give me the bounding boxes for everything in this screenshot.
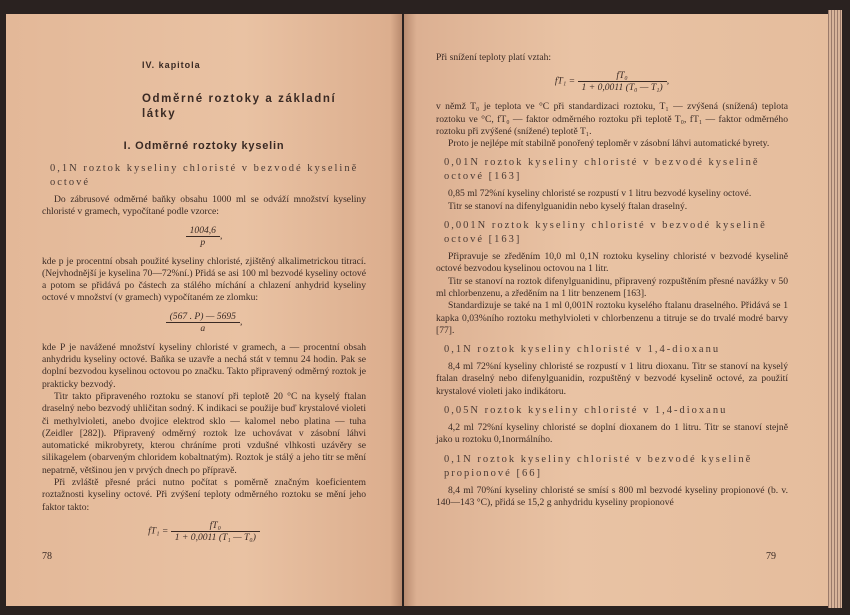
formula-denominator: p — [200, 236, 206, 248]
section-heading: I. Odměrné roztoky kyselin — [123, 140, 285, 152]
formula-numerator: (567 . P) — 5695 — [166, 311, 240, 323]
subheading: 0,1N roztok kyseliny chloristé v bezvodé kyselině octové — [50, 163, 359, 188]
paragraph: Při zvláště přesné práci nutno počítat s poměrně značným koeficientem roztažnosti kyseliny octové. Při zvýšení teploty odměrného roztoku se mění jeho faktor takto: — [42, 477, 366, 513]
formula — [42, 520, 366, 543]
paragraph: v němž T₀ je teplota ve °C při standardizaci roztoku, T₁ — zvýšená (snížená) teplota roztoku ve °C, fT₀ — faktor odměrného roztoku při teplotě T₀, fT₁ — faktor odměrného roztoku při zvýšené (snížené) teplotě T₁. — [436, 101, 788, 137]
formula-lhs: fT₁ = — [148, 525, 169, 537]
chapter-label: IV. kapitola — [142, 60, 201, 70]
formula — [42, 311, 366, 334]
subheading: 0,001N roztok kyseliny chloristé v bezvodé kyselině octové [163] — [444, 220, 767, 246]
right-page — [404, 14, 828, 606]
paragraph: Do zábrusové odměrné baňky obsahu 1000 ml se odváží množství kyseliny chloristé v gramech, vypočítané podle vzorce: — [42, 194, 366, 218]
formula-numerator: fT₀ — [578, 70, 667, 82]
formula-tail: , — [239, 316, 243, 328]
formula-denominator: a — [200, 322, 206, 334]
formula-lhs: fT₁ = — [554, 76, 576, 87]
paragraph: Standardizuje se také na 1 ml 0,001N roztoku kyselého ftalanu draselného. Přidává se 1 kapka 0,03%ního roztoku methylvioleti v chlorbenzenu a titruje se do trvalé modré barvy [77]. — [436, 300, 788, 336]
formula-numerator: fT₀ — [171, 520, 260, 532]
page-edges — [828, 10, 842, 608]
subheading: 0,1N roztok kyseliny chloristé v 1,4-dioxanu — [444, 344, 721, 356]
formula-numerator: 1004,6 — [186, 225, 220, 237]
formula-denominator: 1 + 0,0011 (T₁ — T₀) — [174, 531, 256, 543]
paragraph: 0,85 ml 72%ní kyseliny chloristé se rozpustí v 1 litru bezvodé kyseliny octové. — [448, 188, 752, 200]
subheading: 0,1N roztok kyseliny chloristé v bezvodé kyselině propionové [66] — [444, 453, 753, 479]
subheading: 0,05N roztok kyseliny chloristé v 1,4-dioxanu — [444, 405, 728, 417]
paragraph: Při snížení teploty platí vztah: — [436, 52, 552, 63]
formula-tail: , — [219, 230, 223, 242]
paragraph: Připravuje se zředěním 10,0 ml 0,1N roztoku kyseliny chloristé v bezvodé kyselině octové bezvodou kyselinou octovou na 1 litr. — [436, 251, 788, 275]
formula-denominator: 1 + 0,0011 (T₀ — T₁) — [581, 82, 663, 94]
chapter-title: Odměrné roztoky a základní látky — [142, 93, 337, 120]
subheading: 0,01N roztok kyseliny chloristé v bezvodé kyselině octové [163] — [444, 157, 760, 183]
formula — [436, 70, 788, 93]
paragraph: 8,4 ml 70%ní kyseliny chloristé se smísí s 800 ml bezvodé kyseliny propionové (b. v. 140—143 °C), přidá se 15,2 g anhydridu kyseliny propionové — [436, 484, 788, 508]
formula-tail: , — [666, 76, 670, 87]
left-page — [6, 14, 402, 606]
paragraph: Titr se stanoví na roztok difenylguanidinu, připravený rozpuštěním přesné navážky v 50 ml chlorbenzenu, a zředěním na 1 litr benzenem [163]. — [436, 275, 788, 299]
formula — [42, 225, 366, 248]
paragraph: Titr takto připraveného roztoku se stanoví při teplotě 20 °C na kyselý ftalan draselný nebo bezvodý uhličitan sodný. K indikaci se použije buď krystalové violeti či methylvioleti, anebo dvojice elektrod sklo — kalomel nebo platina — tuha (Zeidler [282]). Připravený odměrný roztok lze uchovávat v zásobní láhvi automatické mikrobyrety, kterou chráníme proti vzdušné vlhkosti uzávěry se silikagelem (obarveným chloridem kobaltnatým). Roztok je stálý a jeho titr se mění nepatrně, většinou jen v prvých dnech po přípravě. — [42, 390, 366, 476]
paragraph: kde P je navážené množství kyseliny chloristé v gramech, a — procentní obsah anhydridu kyseliny octové. Baňka se uzavře a nechá stát v temnu 24 hodin. Pak se doplní bezvodou kyselinou octovou po značku. Takto připravený odměrný roztok je prakticky bezvodý. — [42, 341, 366, 390]
paragraph: Proto je nejlépe mít stabilně ponořený teploměr v zásobní láhvi automatické byrety. — [448, 138, 770, 150]
paragraph: kde p je procentní obsah použité kyseliny chloristé, zjištěný alkalimetrickou titrací. (Nejvhodnější je kyselina 70—72%ní.) Přidá se asi 100 ml bezvodé kyseliny octové a potom se přidává po částech za stálého míchání a chlazení anhydrid kyseliny octové v množství (v gramech) vypočítaném ze zlomku: — [42, 255, 366, 304]
page-number: 79 — [766, 551, 776, 562]
paragraph: Titr se stanoví na difenylguanidin nebo kyselý ftalan draselný. — [448, 200, 688, 212]
paragraph: 4,2 ml 72%ní kyseliny chloristé se doplní dioxanem do 1 litru. Titr se stanoví stejně jako u roztoku 0,1normálního. — [436, 422, 788, 446]
page-number: 78 — [42, 551, 52, 562]
paragraph: 8,4 ml 72%ní kyseliny chloristé se rozpustí v 1 litru dioxanu. Titr se stanoví na kyselý ftalan draselný nebo difenylguanidin, rozpuštěný v bezvodé kyselině octové, za použití krystalové violeti jako indikátoru. — [436, 361, 788, 397]
